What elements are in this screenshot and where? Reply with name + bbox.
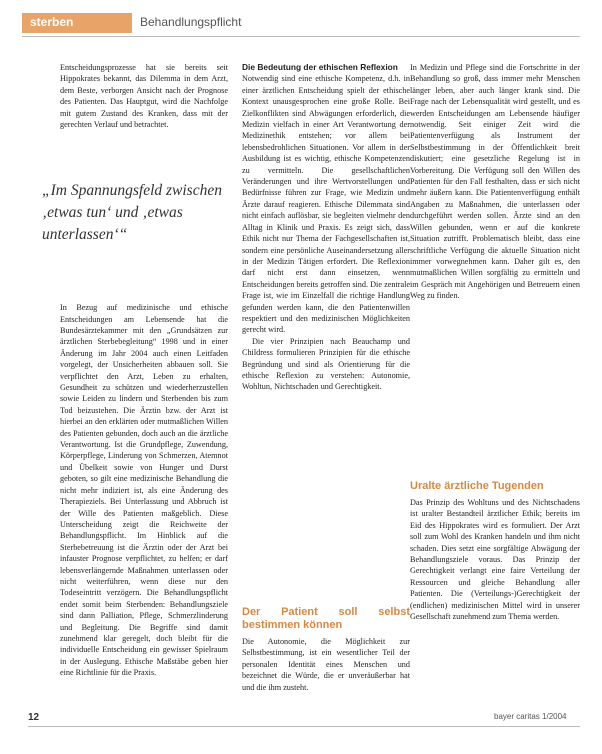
section-label: sterben [30,15,74,29]
page-number: 12 [28,712,40,723]
header-title: Behandlungspflicht [140,15,242,29]
pull-quote: „Im Spannungsfeld zwischen ‚etwas tun‘ und ‚etwas unterlassen‘“ [42,182,222,243]
column-2-lower [242,606,410,701]
body-paragraph: Die Autonomie, die Möglichkeit zur Selbstbestimmung, ist ein wesentlicher Teil der personalen Identität eines Menschen und bezeichnet die Würde, die er unveräußerbar hat und die ihm zusteht. [242,637,410,692]
body-paragraph: Die vier Prinzipien nach Beauchamp und Childress formulieren Prinzipien für die ethische Begründung und sind als Orientierung für die ethische Reflexion zu verstehen: Autonomie, Wohltun, Nichtschaden und Gerechtigkeit. [242,336,410,392]
section-heading: Uralte ärztliche Tugenden [410,480,544,492]
column-3 [410,62,580,302]
header-divider [22,36,580,37]
column-1-body [60,294,228,687]
section-heading: Der Patient soll selbst bestimmen können [242,606,410,631]
subheading: Die Bedeutung der ethischen Reflexion [242,62,398,72]
column-2 [242,62,410,393]
column-3-lower [410,480,580,631]
section-tab [22,13,132,33]
body-paragraph: In Bezug auf medizinische und ethische Entscheidungen am Lebensende hat die Bundesärztekammer mit den „Grundsätzen zur ärztlichen Sterbebegleitung“ 1998 und in einer Änderung im Jahr 2004 auch einen Leitfaden vorgelegt, der Unsicherheiten abbauen soll. Sie verpflichtet den Arzt, Leben zu erhalten, Gesundheit zu schützen und wiederherzustellen sowie Leiden zu lindern und Sterbenden bis zum Tod beizustehen. Die Ärztin bzw. der Arzt ist hierbei an den erklärten oder mutmaßlichen Willen des Patienten gebunden, doch auch an die ärztliche Verantwortung. Ist die Grundpflege, Zuwendung, Körperpflege, Linderung von Schmerzen, Atemnot und Übelkeit sowie von Hunger und Durst geboten, so gilt eine medizinische Behandlung die nicht mehr indiziert ist, als eine Änderung des Therapieziels. Bei Unterlassung und Abbruch ist der Wille des Patienten maßgeblich. Diese Unterscheidung zeigt die Reichweite der Behandlungspflicht. Im Hinblick auf die Sterbebetreuung ist die Ärztin oder der Arzt bei infauster Prognose verpflichtet, zu helfen; er darf lebensverlängernde Maßnahmen unterlassen oder nicht weiterführen, wenn diese nur den Todeseintritt verzögern. Die Behandlungspflicht endet somit beim Sterbenden: Behandlungsziele sind dann Palliation, Pflege, Schmerzlinderung und Begleitung. Die Begriffe sind damit zunehmend klar geregelt, doch bleibt für die individuelle Entscheidung ein gewisser Spielraum in der Auslegung. Ethische Maßstäbe geben hier eine Richtlinie für die Praxis. [60,303,228,678]
intro-paragraph: Entscheidungsprozesse hat sie bereits seit Hippokrates bekannt, das Dilemma in dem Arzt, dem Beste, verborgen Ansicht nach der Prognose des Patienten. Das Hauptgut, wird die Nachfolge mit gutem Zustand des Kranken, dass mit der gerechten Verlauf und betrachtet. [60,63,228,130]
body-paragraph: Notwendig sind eine ethische Kompetenz, d.h. in einer ärztlichen Entscheidung spielt der ethische Kontext unausgesprochen eine große Rolle. Bei Zielkonflikten sind Abwägungen erforderlich, die Medizin vielfach in einer Art Verantwortung der Medizinethik entstehen; vor allem bei lebensbedrohlichen Situationen. Vor allem in der Ausbildung ist es wichtig, ethische Kompetenzen zu vermitteln. Die gesellschaftlichen Veränderungen und ihre Wertvorstellungen und Bedürfnisse führen zur Frage, wie Medizin und Ärzte darauf reagieren. Ethische Dilemmata sind nicht einfach auflösbar, sie begleiten vielmehr den Alltag in Klinik und Praxis. Es zeigt sich, dass Ethik nicht nur Thema der Fachgesellschaften ist, sondern eine persönliche Auseinandersetzung aller in der Medizin Tätigen erfordert. Die Reflexion darf nicht erst dann einsetzen, wenn Entscheidungen bereits getroffen sind. Die zentrale Frage ist, wie im Einzelfall die richtige Handlung gefunden werden kann, die den Patientenwillen respektiert und den medizinischen Möglichkeiten gerecht wird. [242,74,410,335]
journal-issue: bayer caritas 1/2004 [494,712,567,721]
footer-divider [28,726,580,727]
column-1-intro [60,62,228,130]
body-paragraph: Das Prinzip des Wohltuns und des Nichtschadens ist uralter Bestandteil ärztlicher Ethik; bereits im Eid des Hippokrates wird es formuliert. Der Arzt soll zum Wohl des Kranken handeln und ihm nicht schaden. Dies setzt eine sorgfältige Abwägung der Behandlungsziele voraus. Das Prinzip der Gerechtigkeit verlangt eine faire Verteilung der Ressourcen und gleiche Behandlung aller Patienten. Die (Verteilungs-)Gerechtigkeit der (endlichen) medizinischen Mittel wird in unserer Gesellschaft zunehmend zum Thema werden. [410,498,580,622]
body-paragraph: In Medizin und Pflege sind die Fortschritte in der Behandlung so groß, dass immer mehr Menschen länger leben, aber auch länger krank sind. Die Frage nach der Lebensqualität wird gestellt, und es werden Entscheidungen am Lebensende häufiger notwendig. Seit einiger Zeit wird die Patientenverfügung als Instrument der Selbstbestimmung in der Öffentlichkeit breit diskutiert; eine gesetzliche Regelung ist in Vorbereitung. Die Verfügung soll den Willen des Patienten für den Fall festhalten, dass er sich nicht mehr äußern kann. Die Patientenverfügung enthält Angaben zu Maßnahmen, die unterlassen oder durchgeführt werden sollen. Ärzte sind an den Willen gebunden, wenn er auf die konkrete Situation zutrifft. Problematisch bleibt, dass eine schriftliche Verfügung die aktuelle Situation nicht immer vorwegnehmen kann. Daher gilt es, den mutmaßlichen Willen sorgfältig zu ermitteln und im Gespräch mit Angehörigen und Betreuern einen Weg zu finden. [410,63,580,301]
